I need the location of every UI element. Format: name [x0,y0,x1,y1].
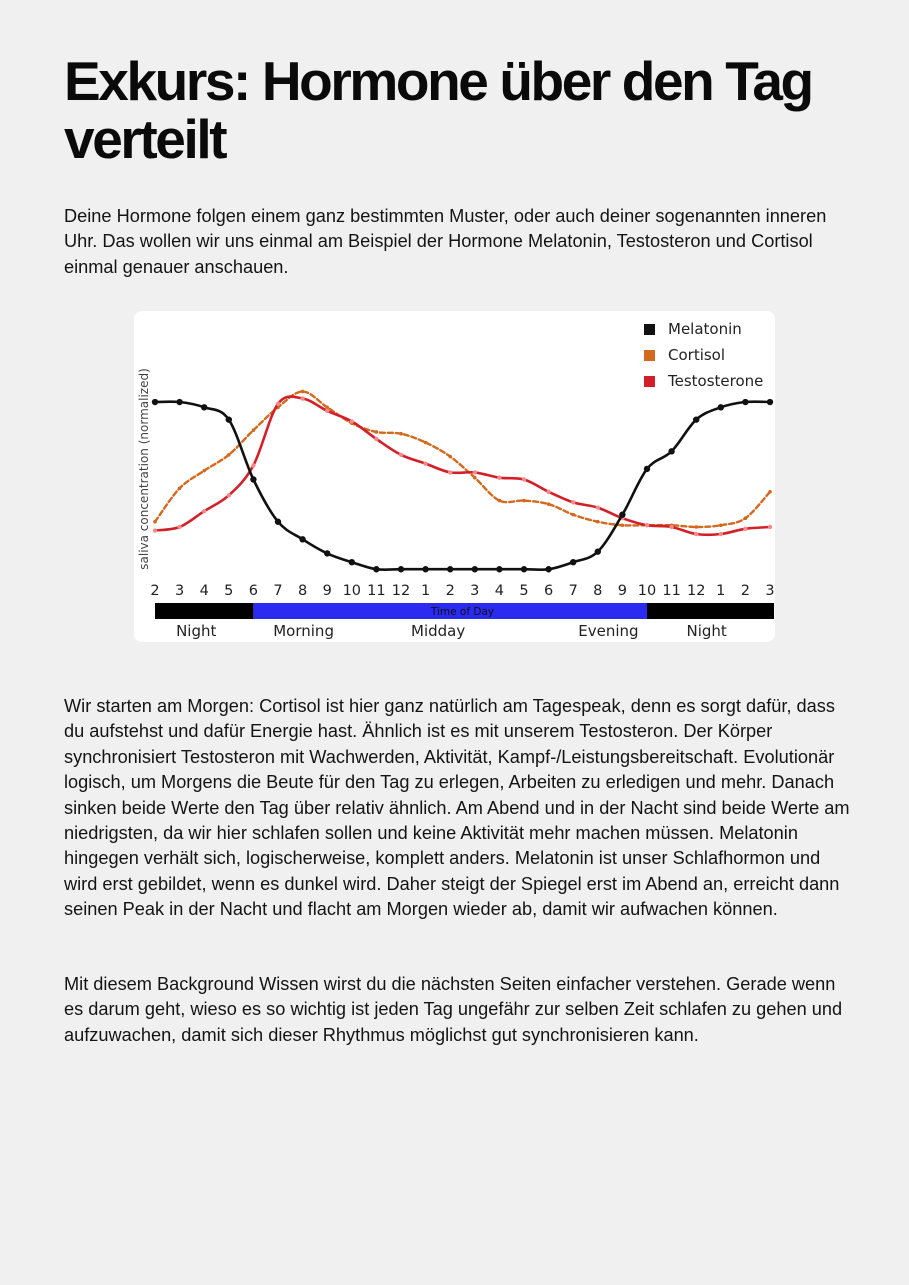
data-point-cortisol [596,520,600,524]
x-tick-label: 4 [494,583,505,599]
data-point-testosterone [448,470,452,474]
data-point-testosterone [743,527,747,531]
data-point-melatonin [472,566,478,572]
data-point-melatonin [373,566,379,572]
data-point-melatonin [398,566,404,572]
data-point-melatonin [545,566,551,572]
data-point-testosterone [473,470,477,474]
data-point-cortisol [325,406,329,410]
data-point-testosterone [768,525,772,529]
data-point-cortisol [473,476,477,480]
legend-swatch [644,376,655,387]
data-point-cortisol [522,499,526,503]
data-point-testosterone [596,505,600,509]
data-point-melatonin [275,519,281,525]
data-point-melatonin [422,566,428,572]
data-point-testosterone [276,402,280,406]
x-tick-label: 6 [248,583,259,599]
period-label: Morning [273,622,334,640]
x-tick-label: 11 [662,583,681,599]
data-point-cortisol [375,430,379,434]
data-point-cortisol [153,520,157,524]
data-point-cortisol [252,428,256,432]
legend-swatch [644,350,655,361]
data-point-testosterone [153,528,157,532]
x-tick-label: 8 [593,583,603,599]
data-point-cortisol [448,455,452,459]
x-tick-label: 3 [174,583,185,599]
x-tick-label: 2 [445,583,455,599]
data-point-melatonin [324,550,330,556]
y-axis-label: saliva concentration (normalized) [137,368,151,570]
period-label: Night [176,622,217,640]
data-point-testosterone [645,523,649,527]
x-tick-label: 7 [273,583,283,599]
x-tick-label: 2 [740,583,751,599]
period-label: Night [686,622,727,640]
x-tick-label: 6 [543,583,554,599]
series-line-melatonin [155,402,770,570]
body-paragraph: Wir starten am Morgen: Cortisol ist hier ganz natürlich am Tagespeak, denn es sorgt dafür, dass du aufstehst und dafür Energie hast. Ähnlich ist es mit unserem Testosteron. Der Körper synchronisiert Testosteron mit Wachwerden, Aktivität, Kampf-/Leistungsbereitschaft. Evolutionär logisch, um Morgens die Beute für den Tag zu erlegen, Arbeiten zu erledigen und mehr. Danach sinken beide Werte den Tag über relativ ähnlich. Am Abend und in der Nacht sind beide Werte am niedrigsten, da wir hier schlafen sollen und keine Aktivität mehr machen müssen. Melatonin hingegen verhält sich, logischerweise, komplett anders. Melatonin ist unser Schlafhormon und wird erst gebildet, wenn es dunkel wird. Daher steigt der Spiegel erst im Abend an, erreicht dann seinen Peak in der Nacht und flacht am Morgen wieder ab, damit wir aufwachen können. [64,696,850,920]
data-point-cortisol [301,390,305,394]
data-point-cortisol [178,486,182,490]
time-bar-segment [155,603,253,619]
period-label: Midday [411,622,466,640]
data-point-melatonin [447,566,453,572]
data-point-testosterone [423,461,427,465]
page-title: Exkurs: Hormone über den Tag verteilt [64,50,812,170]
data-point-cortisol [547,502,551,506]
x-tick-label: 3 [470,583,480,599]
hormone-chart-svg [134,311,775,642]
x-tick-label: 9 [617,583,628,599]
data-point-testosterone [350,419,354,423]
data-point-testosterone [546,490,550,494]
data-point-melatonin [226,416,232,422]
data-point-cortisol [768,490,772,494]
data-point-melatonin [742,399,748,405]
data-point-cortisol [719,523,723,527]
x-tick-label: 5 [519,583,529,599]
x-tick-label: 8 [297,583,308,599]
data-point-cortisol [571,513,575,517]
data-point-testosterone [669,525,673,529]
data-point-melatonin [521,566,527,572]
data-point-testosterone [300,396,304,400]
data-point-cortisol [498,499,502,503]
x-tick-label: 1 [420,583,431,599]
data-point-testosterone [522,477,526,481]
data-point-testosterone [202,509,206,513]
data-point-melatonin [644,466,650,472]
x-tick-label: 10 [637,583,657,599]
data-point-melatonin [668,448,674,454]
x-tick-label: 10 [342,583,362,599]
x-tick-label: 3 [765,583,775,599]
data-point-melatonin [250,476,256,482]
data-point-melatonin [619,511,625,517]
data-point-cortisol [399,432,403,436]
data-point-cortisol [621,523,625,527]
data-point-testosterone [719,532,723,536]
data-point-melatonin [201,404,207,410]
data-point-melatonin [570,559,576,565]
data-point-testosterone [374,437,378,441]
x-tick-label: 7 [568,583,578,599]
data-point-melatonin [595,548,601,554]
data-point-testosterone [399,453,403,457]
data-point-melatonin [693,416,699,422]
data-point-melatonin [767,399,773,405]
series-line-cortisol [155,392,770,528]
x-tick-label: 5 [224,583,234,599]
outro-paragraph: Mit diesem Background Wissen wirst du die nächsten Seiten einfacher verstehen. Gerade wenn es darum geht, wieso es so wichtig ist jeden Tag ungefähr zur selben Zeit schlafen zu gehen und aufzuwachen, damit sich dieser Rhythmus möglichst gut synchronisieren kann. [64,974,843,1045]
data-point-melatonin [718,404,724,410]
data-point-melatonin [349,559,355,565]
x-tick-label: 12 [686,583,706,599]
data-point-melatonin [496,566,502,572]
data-point-testosterone [177,525,181,529]
data-point-cortisol [694,525,698,529]
data-point-cortisol [202,469,206,473]
legend-swatch [644,324,655,335]
data-point-testosterone [227,493,231,497]
hormone-chart [134,311,775,642]
data-point-testosterone [497,476,501,480]
x-tick-label: 11 [367,583,386,599]
legend-label: Cortisol [668,346,726,364]
data-point-testosterone [694,532,698,536]
intro-paragraph: Deine Hormone folgen einem ganz bestimmten Muster, oder auch deiner sogenannten inneren Uhr. Das wollen wir uns einmal am Beispiel der Hormone Melatonin, Testosteron und Cortisol einmal genauer anschauen. [64,206,827,277]
x-tick-label: 2 [150,583,160,599]
period-label: Evening [578,622,639,640]
data-point-testosterone [251,463,255,467]
data-point-melatonin [152,399,158,405]
data-point-cortisol [424,441,428,445]
x-axis-label: Time of Day [430,606,495,618]
data-point-testosterone [325,409,329,413]
legend-label: Melatonin [668,320,742,338]
legend-label: Testosterone [668,372,764,390]
x-tick-label: 12 [391,583,411,599]
time-bar-segment [647,603,774,619]
x-tick-label: 9 [322,583,332,599]
data-point-melatonin [176,399,182,405]
x-tick-label: 4 [199,583,209,599]
data-point-melatonin [299,536,305,542]
data-point-cortisol [744,516,748,520]
data-point-cortisol [227,453,231,457]
x-tick-label: 1 [716,583,726,599]
data-point-testosterone [571,500,575,504]
